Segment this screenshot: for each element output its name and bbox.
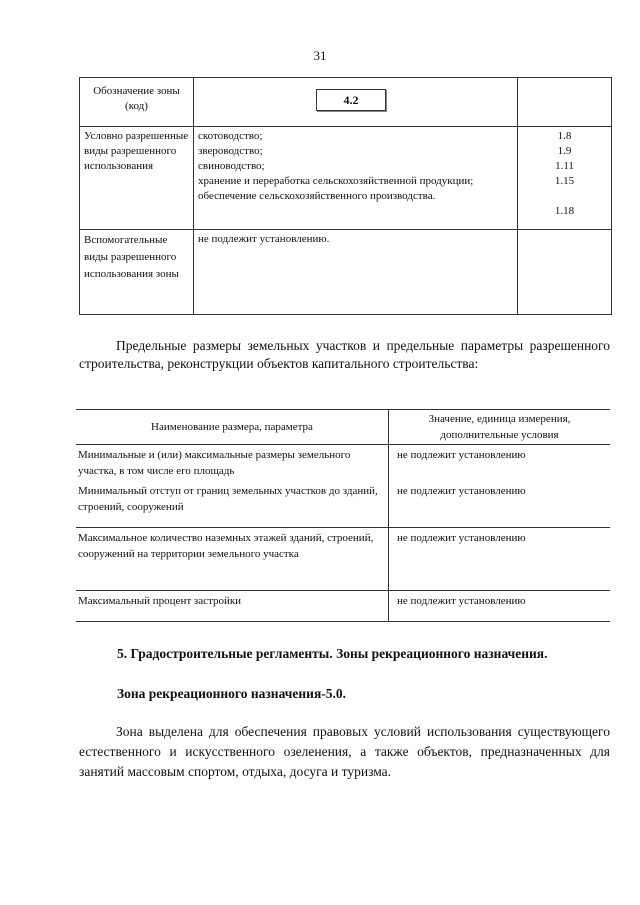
conditional-use-item: обеспечение сельскохозяйственного производства. (198, 190, 436, 202)
intro-paragraph: Предельные размеры земельных участков и предельные параметры разрешенного строительства, реконструкции объектов капитального строительства: (79, 338, 610, 371)
conditional-use-item: хранение и переработка сельскохозяйственной продукции; (198, 175, 474, 187)
zone-paragraph: Зона выделена для обеспечения правовых условий использования существующего естественного и искусственного озеленения, а также объектов, предназначенных для занятий массовым спортом, отдыха, досуга и туризма. (79, 724, 610, 779)
conditional-use-item: звероводство; (198, 145, 263, 157)
conditional-uses-list (194, 127, 518, 230)
params-col2-header: Значение, единица измерения, дополнительные условия (389, 410, 611, 445)
zone-code-box: 4.2 (316, 89, 386, 111)
param-value: не подлежит установлению (389, 528, 611, 591)
params-table (76, 409, 610, 622)
param-name: Максимальное количество наземных этажей зданий, строений, сооружений на территории земельного участка (76, 528, 389, 591)
section-title: 5. Градостроительные регламенты. Зоны рекреационного назначения. (117, 646, 548, 661)
conditional-use-item: скотоводство; (198, 130, 263, 142)
conditional-code: 1.11 (555, 160, 574, 172)
param-value: не подлежит установлению (389, 591, 611, 622)
auxiliary-uses-value: не подлежит установлению. (194, 230, 518, 315)
conditional-code: 1.18 (554, 205, 575, 217)
param-name: Максимальный процент застройки (76, 591, 389, 622)
conditional-code: 1.8 (557, 130, 572, 142)
param-value: не подлежит установлению (389, 483, 611, 528)
conditional-use-item: свиноводство; (198, 160, 265, 172)
param-value: не подлежит установлению (397, 449, 526, 461)
conditional-codes-list (518, 127, 612, 230)
param-name: Минимальные и (или) максимальные размеры земельного участка, в том числе его площадь (76, 445, 389, 484)
zone-code-empty-cell (518, 78, 612, 127)
conditional-code: 1.15 (554, 175, 575, 187)
zone-title: Зона рекреационного назначения-5.0. (117, 686, 346, 701)
zone-code-label: Обозначение зоны (код) (80, 78, 194, 127)
params-col1-header: Наименование размера, параметра (76, 410, 389, 445)
auxiliary-uses-label: Вспомогательные виды разрешенного использования зоны (80, 230, 194, 315)
conditional-code: 1.9 (557, 145, 572, 157)
conditional-uses-label: Условно разрешенные виды разрешенного использования (80, 127, 194, 230)
param-name: Минимальный отступ от границ земельных участков до зданий, строений, сооружений (76, 483, 389, 528)
zone-code-cell (194, 78, 518, 127)
auxiliary-empty-cell (518, 230, 612, 315)
zone-table (79, 77, 612, 315)
page-number: 31 (313, 48, 327, 63)
